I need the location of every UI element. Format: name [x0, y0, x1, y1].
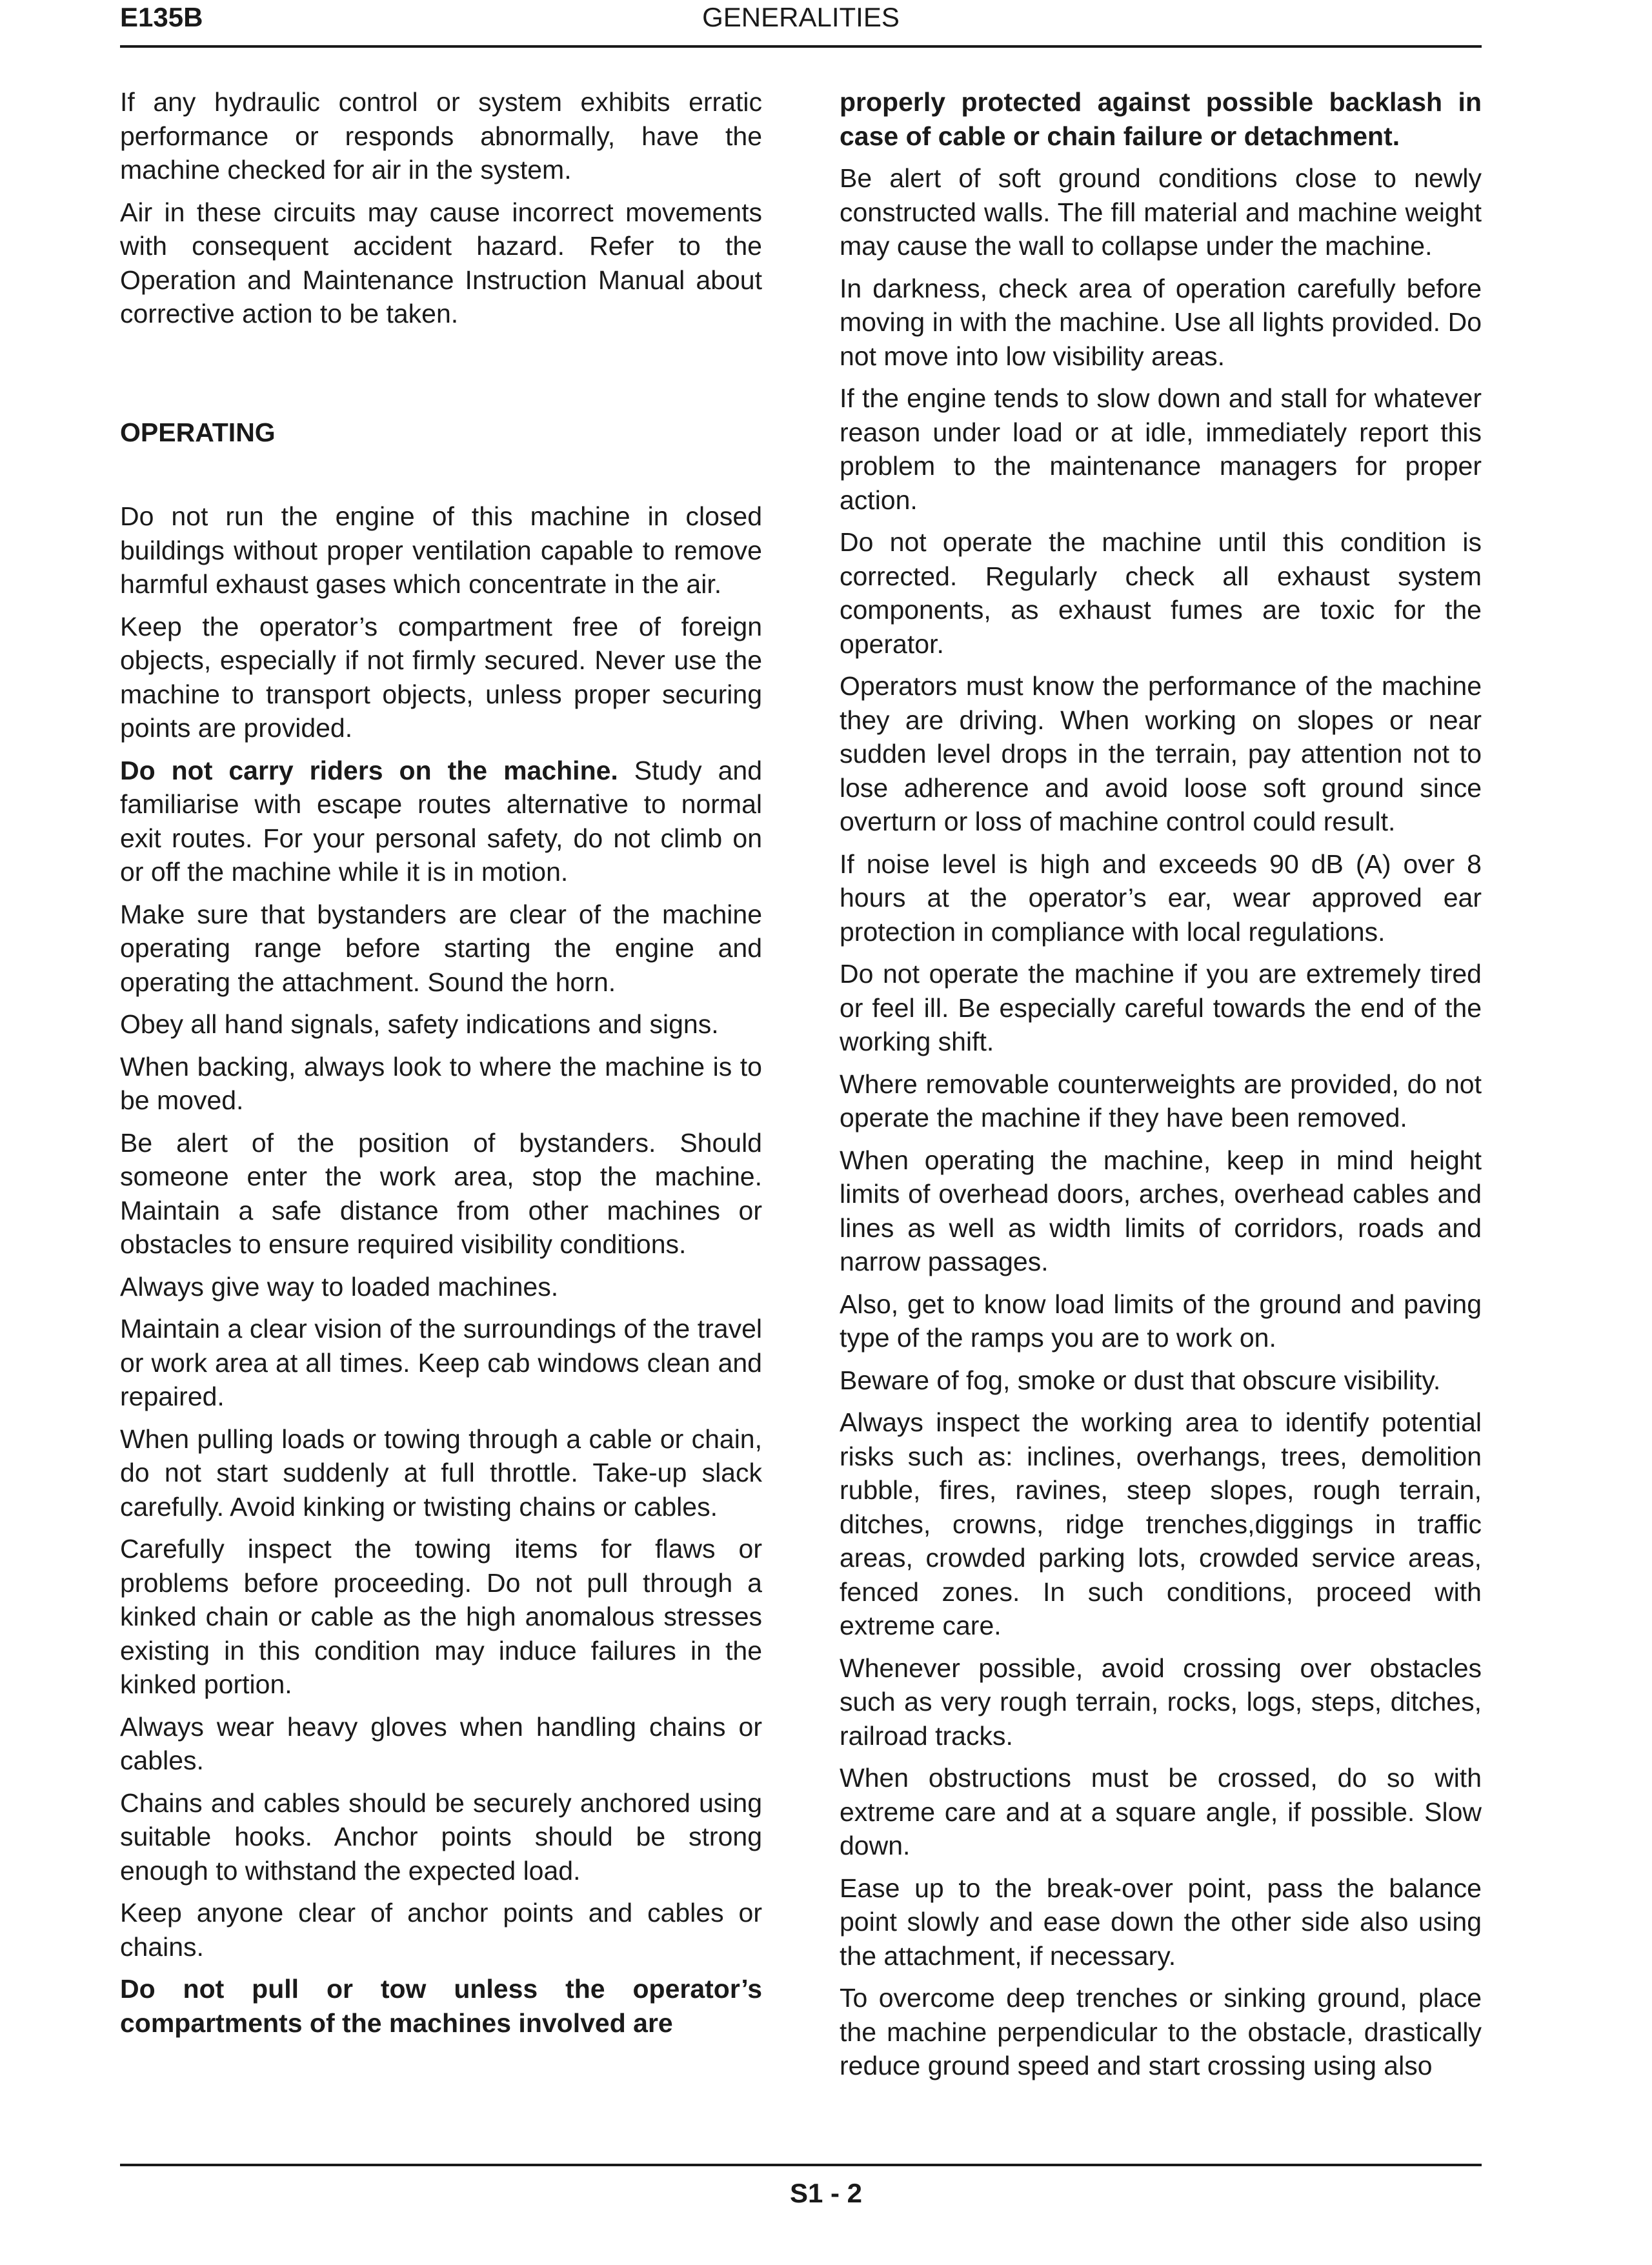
paragraph: Whenever possible, avoid crossing over obstacles such as very rough terrain, rocks, logs, steps, ditches, railroad tracks.: [840, 1653, 1482, 1751]
spacer: [120, 339, 762, 416]
bold-warning-continued: properly protected against possible backlash in case of cable or chain failure or detachment.: [840, 87, 1482, 151]
section-title: GENERALITIES: [702, 2, 900, 32]
paragraph: When obstructions must be crossed, do so with extreme care and at a square angle, if possible. Slow down.: [840, 1763, 1482, 1860]
paragraph: Make sure that bystanders are clear of the machine operating range before starting the engine and operating the attachment. Sound the horn.: [120, 899, 762, 997]
header-rule: [120, 45, 1482, 48]
right-column: [840, 85, 1482, 2091]
paragraph: In darkness, check area of operation carefully before moving in with the machine. Use all lights provided. Do not move into low visibility areas.: [840, 273, 1482, 371]
paragraph: Where removable counterweights are provided, do not operate the machine if they have been removed.: [840, 1069, 1482, 1132]
footer-rule: [120, 2164, 1482, 2166]
bold-warning: Do not pull or tow unless the operator’s compartments of the machines involved are: [120, 1974, 762, 2038]
paragraph: If any hydraulic control or system exhibits erratic performance or responds abnormally, have the machine checked for air in the system.: [120, 87, 762, 185]
paragraph: When backing, always look to where the machine is to be moved.: [120, 1051, 762, 1115]
paragraph: Keep anyone clear of anchor points and cables or chains.: [120, 1898, 762, 1962]
paragraph: Be alert of the position of bystanders. Should someone enter the work area, stop the machine. Maintain a safe distance from other machines or obstacles to ensure required visibility conditions.: [120, 1127, 762, 1259]
paragraph: Obey all hand signals, safety indications and signs.: [120, 1009, 719, 1039]
left-column: [120, 85, 762, 2048]
paragraph: Be alert of soft ground conditions close to newly constructed walls. The fill material and machine weight may cause the wall to collapse under the machine.: [840, 163, 1482, 261]
paragraph: Also, get to know load limits of the ground and paving type of the ramps you are to work on.: [840, 1289, 1482, 1353]
page-number: S1 - 2: [789, 2178, 863, 2208]
paragraph: Do not run the engine of this machine in closed buildings without proper ventilation capable to remove harmful exhaust gases which concentrate in the air.: [120, 501, 762, 599]
bold-lead: Do not carry riders on the machine.: [120, 755, 618, 785]
paragraph: Ease up to the break-over point, pass the balance point slowly and ease down the other side also using the attachment, if necessary.: [840, 1873, 1482, 1971]
paragraph: If noise level is high and exceeds 90 dB (A) over 8 hours at the operator’s ear, wear approved ear protection in compliance with local regulations.: [840, 849, 1482, 947]
paragraph: Always wear heavy gloves when handling chains or cables.: [120, 1711, 762, 1775]
spacer: [120, 449, 762, 499]
paragraph: When pulling loads or towing through a cable or chain, do not start suddenly at full throttle. Take-up slack carefully. Avoid kinking or twisting chains or cables.: [120, 1424, 762, 1522]
paragraph: [120, 754, 762, 889]
page-header: [120, 0, 1482, 46]
paragraph: Operators must know the performance of the machine they are driving. When working on slopes or near sudden level drops in the terrain, pay attention not to lose adherence and avoid loose soft ground since overturn or loss of machine control could result.: [840, 671, 1482, 836]
paragraph: Beware of fog, smoke or dust that obscure visibility.: [840, 1365, 1441, 1395]
heading-operating: OPERATING: [120, 417, 276, 447]
document-code: E135B: [120, 2, 203, 32]
paragraph: Do not operate the machine if you are extremely tired or feel ill. Be especially careful towards the end of the working shift.: [840, 959, 1482, 1056]
paragraph: Always inspect the working area to identify potential risks such as: inclines, overhangs, trees, demolition rubble, fires, ravines, steep slopes, rough terrain, ditches, crowns, ridge trenches,diggings in traffic areas, crowded parking lots, crowded service areas, fenced zones. In such conditions, proceed with extreme care.: [840, 1407, 1482, 1640]
paragraph: Always give way to loaded machines.: [120, 1271, 559, 1302]
paragraph: Air in these circuits may cause incorrect movements with consequent accident hazard. Refer to the Operation and Maintenance Instruction Manual about corrective action to be taken.: [120, 197, 762, 328]
paragraph: Maintain a clear vision of the surroundings of the travel or work area at all times. Keep cab windows clean and repaired.: [120, 1314, 762, 1411]
paragraph: If the engine tends to slow down and stall for whatever reason under load or at idle, immediately report this problem to the maintenance managers for proper action.: [840, 383, 1482, 515]
paragraph: Do not operate the machine until this condition is corrected. Regularly check all exhaust system components, as exhaust fumes are toxic for the operator.: [840, 527, 1482, 659]
paragraph: To overcome deep trenches or sinking ground, place the machine perpendicular to the obstacle, drastically reduce ground speed and start crossing using also: [840, 1983, 1482, 2080]
paragraph: Carefully inspect the towing items for flaws or problems before proceeding. Do not pull through a kinked chain or cable as the high anomalous stresses existing in this condition may induce failures in the kinked portion.: [120, 1534, 762, 1699]
paragraph: When operating the machine, keep in mind height limits of overhead doors, arches, overhead cables and lines as well as width limits of corridors, roads and narrow passages.: [840, 1145, 1482, 1276]
paragraph-text: Study and familiarise with escape routes alternative to normal exit routes. For your personal safety, do not climb on or off the machine while it is in motion.: [120, 755, 762, 887]
paragraph: Chains and cables should be securely anchored using suitable hooks. Anchor points should be strong enough to withstand the expected load.: [120, 1787, 762, 1886]
paragraph: Keep the operator’s compartment free of foreign objects, especially if not firmly secured. Never use the machine to transport objects, unless proper securing points are provided.: [120, 611, 762, 743]
